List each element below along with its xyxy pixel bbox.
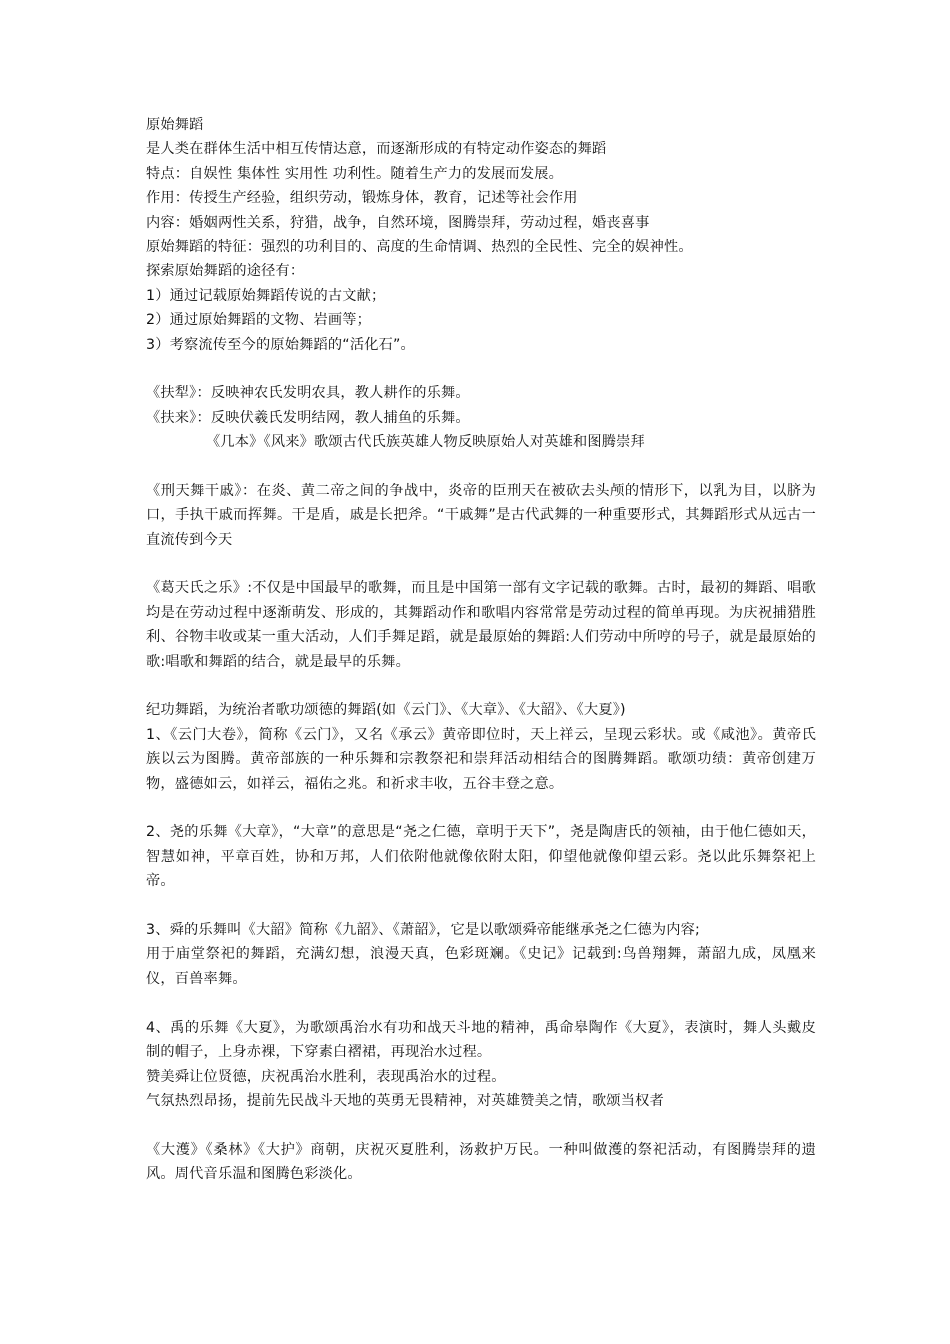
features-line: 特点：自娱性 集体性 实用性 功利性。随着生产力的发展而发展。: [146, 165, 563, 182]
spacer: [146, 674, 816, 698]
xingtian-paragraph: 《刑天舞干戚》：在炎、黄二帝之间的争战中，炎帝的臣刑天在被砍去头颅的情形下，以乳为目，以脐为口，手执干戚而挥舞。干是盾，戚是长把斧。“干戚舞”是古代武舞的一种重要形式，其舞蹈形式从远古一直流传到今天: [146, 482, 816, 548]
spacer: [146, 454, 816, 478]
jiben-line: 《几本》《风来》歌颂古代氏族英雄人物反映原始人对英雄和图腾崇拜: [206, 434, 645, 451]
content-line: 内容：婚姻两性关系，狩猎，战争，自然环境，图腾崇拜，劳动过程，婚丧喜事: [146, 214, 650, 231]
function-line: 作用：传授生产经验，组织劳动，锻炼身体，教育，记述等社会作用: [146, 190, 578, 207]
approach-item-1: 1）通过记载原始舞蹈传说的古文献；: [146, 287, 386, 304]
dashao-line: 3、舜的乐舞叫《大韶》简称《九韶》、《萧韶》，它是以歌颂舜帝能继承尧之仁德为内容;: [146, 922, 701, 939]
yunmen-paragraph: 1、《云门大卷》，简称《云门》，又名《承云》黄帝即位时，天上祥云，呈现云彩状。或《咸池》。黄帝氏族以云为图腾。黄帝部族的一种乐舞和宗教祭祀和崇拜活动相结合的图腾舞蹈。歌颂功绩：黄帝创建万物，盛德如云，如祥云，福佑之兆。和祈求丰收，五谷丰登之意。: [146, 726, 816, 792]
spacer: [146, 1113, 816, 1137]
dahuo-paragraph: 《大濩》《桑林》《大护》商朝，庆祝灭夏胜利，汤救护万民。一种叫做濩的祭祀活动，有图腾崇拜的遗风。周代音乐温和图腾色彩淡化。: [146, 1141, 816, 1183]
daxia-paragraph: 4、禹的乐舞《大夏》，为歌颂禹治水有功和战天斗地的精神，禹命皋陶作《大夏》，表演时，舞人头戴皮制的帽子，上身赤裸，下穿素白褶裙，再现治水过程。: [146, 1019, 816, 1061]
dazhang-paragraph: 2、尧的乐舞《大章》，“大章”的意思是“尧之仁德，章明于天下”，尧是陶唐氏的领袖，由于他仁德如天，智慧如神，平章百姓，协和万邦，人们依附他就像依附太阳，仰望他就像仰望云彩。尧以此乐舞祭祀上帝。: [146, 824, 816, 890]
fuli-line: 《扶犁》：反映神农氏发明农具，教人耕作的乐舞。: [146, 385, 470, 402]
dashao-paragraph: 用于庙堂祭祀的舞蹈，充满幻想，浪漫天真，色彩斑斓。《史记》记载到:鸟兽翔舞，萧韶九成，凤凰来仪，百兽率舞。: [146, 946, 816, 987]
doc-title: 原始舞蹈: [146, 117, 204, 133]
characteristics-line: 原始舞蹈的特征：强烈的功利目的、高度的生命情调、热烈的全民性、完全的娱神性。: [146, 238, 693, 255]
spacer: [146, 357, 816, 381]
approach-item-2: 2）通过原始舞蹈的文物、岩画等；: [146, 312, 372, 329]
spacer: [146, 796, 816, 820]
approach-item-3: 3）考察流传至今的原始舞蹈的“活化石”。: [146, 336, 415, 353]
definition-line: 是人类在群体生活中相互传情达意，而逐渐形成的有特定动作姿态的舞蹈: [146, 141, 607, 158]
spacer: [146, 552, 816, 576]
jigong-heading: 纪功舞蹈，为统治者歌功颂德的舞蹈(如《云门》、《大章》、《大韶》、《大夏》): [146, 702, 626, 719]
document-body: [146, 113, 816, 1186]
daxia-atmosphere-line: 气氛热烈昂扬，提前先民战斗天地的英勇无畏精神，对英雄赞美之情，歌颂当权者: [146, 1092, 664, 1109]
daxia-praise-line: 赞美舜让位贤德，庆祝禹治水胜利，表现禹治水的过程。: [146, 1068, 506, 1085]
fulai-line: 《扶来》：反映伏羲氏发明结网，教人捕鱼的乐舞。: [146, 409, 470, 426]
spacer: [146, 894, 816, 918]
getian-paragraph: 《葛天氏之乐》:不仅是中国最早的歌舞，而且是中国第一部有文字记载的歌舞。古时，最初的舞蹈、唱歌均是在劳动过程中逐渐萌发、形成的，其舞蹈动作和歌唱内容常常是劳动过程的简单再现。为庆祝捕猎胜利、谷物丰收或某一重大活动，人们手舞足蹈，就是最原始的舞蹈:人们劳动中所哼的号子，就是最原始的歌:唱歌和舞蹈的结合，就是最早的乐舞。: [146, 580, 816, 670]
spacer: [146, 991, 816, 1015]
approaches-heading: 探索原始舞蹈的途径有：: [146, 263, 305, 280]
